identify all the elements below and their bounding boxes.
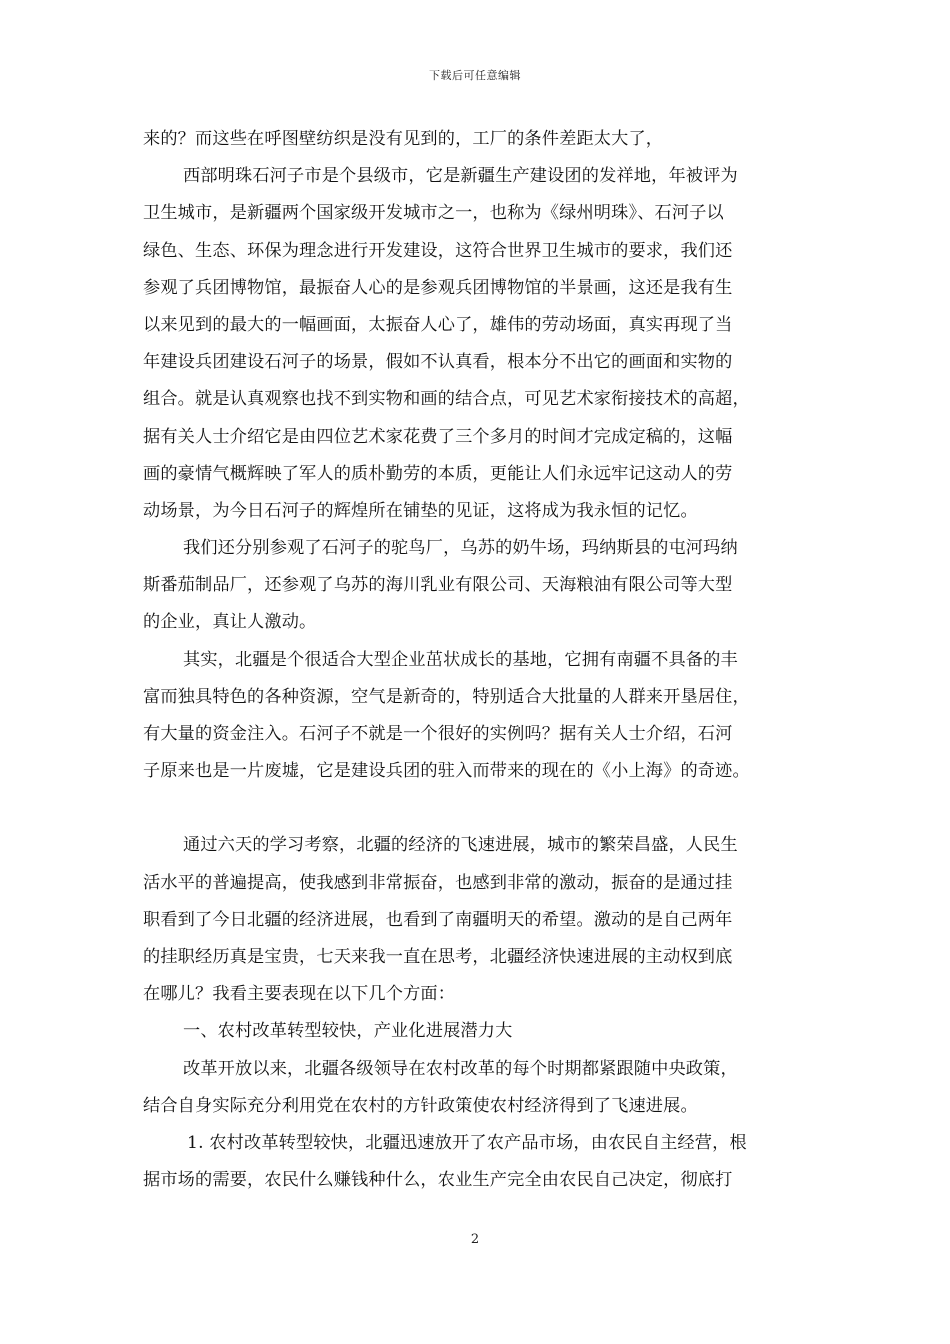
text-line: 来的？而这些在呼图壁纺织是没有见到的，工厂的条件差距太大了， bbox=[143, 129, 664, 149]
text-line: 参观了兵团博物馆，最振奋人心的是参观兵团博物馆的半景画，这还是我有生 bbox=[143, 277, 733, 298]
text-line: 年建设兵团建设石河子的场景，假如不认真看，根本分不出它的画面和实物的 bbox=[143, 352, 733, 373]
text-line: 子原来也是一片废墟，它是建设兵团的驻入而带来的现在的《小上海》的奇迹。 bbox=[143, 761, 750, 782]
text-line: 组合。就是认真观察也找不到实物和画的结合点，可见艺术家衔接技术的高超， bbox=[143, 389, 750, 410]
text-line: 富而独具特色的各种资源，空气是新奇的，特别适合大批量的人群来开垦居住， bbox=[143, 686, 750, 707]
text-line: 在哪儿？我看主要表现在以下几个方面： bbox=[143, 984, 456, 1005]
text-line: 我们还分别参观了石河子的驼鸟厂，乌苏的奶牛场，玛纳斯县的屯河玛纳 bbox=[183, 538, 738, 559]
text-line: 据有关人士介绍它是由四位艺术家花费了三个多月的时间才完成定稿的，这幅 bbox=[143, 426, 733, 447]
text-line: 斯番茄制品厂，还参观了乌苏的海川乳业有限公司、天海粮油有限公司等大型 bbox=[143, 575, 733, 596]
text-line: 卫生城市，是新疆两个国家级开发城市之一，也称为《绿州明珠》、石河子以 bbox=[143, 203, 724, 224]
text-line: 其实，北疆是个很适合大型企业茁状成长的基地，它拥有南疆不具备的丰 bbox=[183, 649, 738, 670]
text-line: 活水平的普遍提高，使我感到非常振奋，也感到非常的激动，振奋的是通过挂 bbox=[143, 872, 733, 893]
text-line: 改革开放以来，北疆各级领导在农村改革的每个时期都紧跟随中央政策， bbox=[183, 1058, 738, 1079]
document-body bbox=[143, 121, 833, 1199]
text-line: 的企业，真让人激动。 bbox=[143, 612, 317, 633]
text-line: 动场景，为今日石河子的辉煌所在铺垫的见证，这将成为我永恒的记忆。 bbox=[143, 500, 698, 521]
text-line: 画的豪情气概辉映了军人的质朴勤劳的本质，更能让人们永远牢记这动人的劳 bbox=[143, 463, 733, 484]
text-line: 的挂职经历真是宝贵，七天来我一直在思考，北疆经济快速进展的主动权到底 bbox=[143, 946, 733, 967]
text-line: 西部明珠石河子市是个县级市，它是新疆生产建设团的发祥地，年被评为 bbox=[183, 166, 738, 187]
text-line: 有大量的资金注入。石河子不就是一个很好的实例吗？据有关人士介绍，石河 bbox=[143, 724, 733, 744]
page-header: 下载后可任意编辑 bbox=[429, 69, 521, 82]
page-number: 2 bbox=[470, 1232, 480, 1247]
paragraph-gap bbox=[143, 790, 833, 827]
text-line: 结合自身实际充分利用党在农村的方针政策使农村经济得到了飞速进展。 bbox=[143, 1095, 698, 1116]
text-line: 职看到了今日北疆的经济进展，也看到了南疆明天的希望。激动的是自己两年 bbox=[143, 909, 733, 930]
text-line: 据市场的需要，农民什么赚钱种什么，农业生产完全由农民自己决定，彻底打 bbox=[143, 1170, 733, 1191]
text-line: 绿色、生态、环保为理念进行开发建设，这符合世界卫生城市的要求，我们还 bbox=[143, 240, 733, 261]
text-line: 以来见到的最大的一幅画面，太振奋人心了，雄伟的劳动场面，真实再现了当 bbox=[143, 314, 733, 335]
section-heading: 一、农村改革转型较快，产业化进展潜力大 bbox=[183, 1021, 513, 1042]
numbered-item: 1. 农村改革转型较快，北疆迅速放开了农产品市场，由农民自主经营，根 bbox=[187, 1132, 747, 1153]
text-line: 通过六天的学习考察，北疆的经济的飞速进展，城市的繁荣昌盛，人民生 bbox=[183, 835, 738, 856]
